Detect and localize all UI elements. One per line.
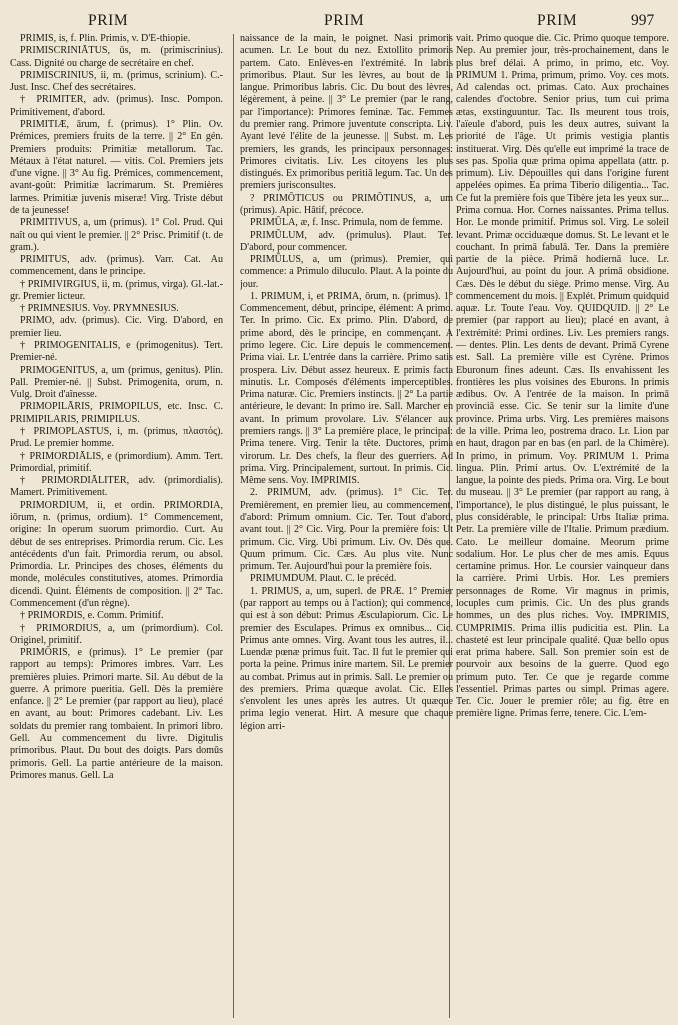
dictionary-entry: PRIMITUS, adv. (primus). Varr. Cat. Au commencement, dans le principe. [10, 254, 223, 278]
dictionary-entry: † PRIMIVIRGIUS, ii, m. (primus, virga). Gl.-lat.-gr. Premier licteur. [10, 278, 223, 302]
dictionary-entry: † PRIMNESIUS. Voy. PRYMNESIUS. [20, 303, 179, 315]
dictionary-entry: † PRIMOGENITALIS, e (primogenitus). Tert. Premier-né. [10, 340, 223, 364]
dictionary-entry: † PRIMOPLASTUS, i, m. (primus, πλαστός). Prud. Le premier homme. [10, 426, 223, 450]
running-head-center: PRIM [324, 12, 365, 29]
dictionary-entry: PRIMŌRIS, e (primus). 1° Le premier (par rapport au temps): Primores imbres. Varr. Les premières pluies. Primori marte. Sil. Au début de la guerre. A primore pueritia. Gell. Dès la première enfance. || 2° Le premier (par rapport au lieu), placé en avant, au bout: Primores cadebant. Liv. Les soldats du premier rang tombaient. In primori libro. Gell. Au commencement du livre. Digitulis primoribus. Plaut. Du bout des doigts. Pars domūs primoris. Gell. La partie antérieure de la maison. Primores manus. Gell. La [10, 647, 223, 781]
dictionary-entry: PRIMŪLUM, adv. (primulus). Plaut. Ter. D'abord, pour commencer. [240, 229, 453, 253]
dictionary-entry: PRIMORDIUM, ii, et ordin. PRIMORDIA, iōrum, n. (primus, ordium). 1° Commencement, origine: In operum suorum primordio. Curt. Au début de ses entreprises. Primordia rerum. Cic. Les antécédents d'un fait. Primordia rerum, ou absol. Primordia. Lr. Principes des choses, éléments du monde, molécules constitutives, atomes. Primordia dicendi. Quint. Éléments de composition. || 2° Tac. Commencement (d'un règne). [10, 499, 223, 609]
dictionary-entry: PRIMŪLA, æ, f. Insc. Primula, nom de femme. [250, 217, 443, 229]
dictionary-entry: PRIMISCRINIUS, ii, m. (primus, scrinium). C.-Just. Insc. Chef des secrétaires. [10, 69, 223, 94]
dictionary-entry: PRIMITIVUS, a, um (primus). 1° Col. Prud. Qui naît ou qui vient le premier. || 2° Prisc. Primitif (t. de gram.). [10, 217, 223, 253]
dictionary-entry: † PRIMORDIĀLIS, e (primordium). Amm. Tert. Primordial, primitif. [10, 450, 223, 474]
text-column-3 [456, 33, 669, 1021]
dictionary-entry: ? PRIMŌTICUS ou PRIMŌTINUS, a, um (primus). Apic. Hâtif, précoce. [240, 192, 453, 216]
dictionary-entry: 1. PRIMUM, i, et PRIMA, ōrum, n. (primus). 1° Commencement, début, principe, élément: A primo. Ter. In primo. Cic. Ex primo. Plin. D'abord, de prime abord, dès le principe, en commençant. A primo legere. Cic. Lire depuis le commencement. Prima viai. Lr. L'entrée dans la carrière. Primo satis prospera. Liv. Début assez heureux. E primis facta minutis. Lr. Composés d'éléments imperceptibles. Prima naturæ. Cic. Premiers instincts. || 2° La partie antérieure, le devant: In primo ire. Sall. Marcher en avant. In primum provolare. Liv. S'élancer aux premiers rangs. || 3° La première place, le principal: Prima tenere. Virg. Tenir la tête. Ductores, prima virorum. Lr. Des chefs, la fleur des guerriers. Ad prima. Virg. Principalement, surtout. In primis. Cic. Même sens. Voy. IMPRIMIS. [240, 290, 453, 487]
dictionary-entry: vait. Primo quoque die. Cic. Primo quoque tempore. Nep. Au premier jour, très-prochainement, dans le plus bref délai. A primo, in primo, etc. Voy. PRIMUM 1. Prima, primum, primo. Voy. ces mots. Ad calendas oct. primas. Cato. Aux prochaines calendes d'octobre. Senior prius, tum cui prima ætas, exstinguuntur. Tac. Ils meurent tous trois, l'aïeule d'abord, puis les deux autres, suivant la priorité de l'âge. Ut primis vestigia plantis instituerat. Virg. Dès qu'elle eut imprimé la trace de ses pas. Spolia quæ prima opima appellata (attr. p. primum). Liv. Dépouilles qui dans l'origine furent appelées opimes. Ea prima Tiberio diligentia... Tac. Ce fut la première fois que Tibère jeta les yeux sur... Prima cornua. Hor. Cornes naissantes. Prima tellus. Hor. Le monde primitif. Primus sol. Virg. Le soleil levant. Primæ occiduæque domus. St. Le levant et le couchant. In primā fabulā. Ter. Dans la première partie de la pièce. Primā hodiernā luce. Lr. Aujourd'hui, au point du jour. A primā obsidione. Cæs. Dès le début du siège. Primo mense. Virg. Au commencement du mois. || Explét. Primum quidquid aquæ. Lr. Toute l'eau. Voy. QUIDQUID. || 2° Le premier (par rapport au lieu); placé en avant, à l'extrémité: Primi ordines. Liv. Les premiers rangs. — dentes. Plin. Les dents de devant. Primā Cyrene est. Sall. La première ville est Cyrène. Primos Eburonum fines adeunt. Cæs. Ils envahissent les frontières les plus voisines des Eburons. In primis ædibus. Ov. A l'entrée de la maison. In primā provinciā esse. Cic. Se tenir sur la limite d'une province. Prima urbs. Virg. Les premières maisons de la ville. Prima leo, postrema draco. Lr. Lion par en haut, dragon par en bas (en parl. de la Chimère). In primo, in primum. Voy. PRIMUM 1. Prima lingua. Plin. Primi artus. Ov. L'extrémité de la langue, la pointe des pieds. Prima ora. Virg. Le bout du museau. || 3° Le premier (par rapport au rang, à l'importance), le plus distingué, le plus puissant, le plus considérable, le principal: Urbs Italiæ prima. Petr. La première ville de l'Italie. Primum prædium. Cato. Le meilleur domaine. Meorum prime sodalium. Hor. Le plus cher de mes amis. Equus certamine primus. Hor. Le coursier vainqueur dans la carrière. Primi Urbis. Hor. Les premiers personnages de Rome. Vir magnus in primis, locuples cum primis. Cic. Un des plus grands hommes, un des plus riches. Voy. IMPRIMIS, CUMPRIMIS. Prima illis pudicitia est. Plin. La chasteté est leur principale qualité. Quæ bello opus erat prima habere. Sall. Son premier soin est de pourvoir aux besoins de la guerre. Quod ego primum puto. Ter. Ce que je regarde comme l'essentiel. Primas partes ou simpl. Primas agere. Ter. Cic. Jouer le premier rôle; au fig. être en première ligne. Primas ferre, tenere. Cic. L'em- [456, 33, 669, 720]
dictionary-entry: PRIMOGENITUS, a, um (primus, genitus). Plin. Pall. Premier-né. || Subst. Primogenita, orum, n. Vulg. Droit d'aînesse. [10, 364, 223, 401]
dictionary-entry: PRIMŪLUS, a, um (primus). Premier, qui commence: a Primulo diluculo. Plaut. A la pointe du jour. [240, 254, 453, 290]
dictionary-entry: PRIMITIÆ, ārum, f. (primus). 1° Plin. Ov. Prémices, premiers fruits de la terre. || 2° En gén. Premiers produits: Primitiæ metallorum. Tac. Métaux à l'état naturel. — vitis. Col. Premiers jets d'une vigne. || 3° Au fig. Prémices, commencement, avant-goût: Primitiæ lacrimarum. St. Premières larmes. Primitiæ juvenis miseræ! Virg. Triste début de ta jeunesse! [10, 118, 223, 216]
running-head-left: PRIM [88, 12, 129, 29]
dictionary-entry: PRIMOPILĀRIS, PRIMOPILUS, etc. Insc. C. PRIMIPILARIS, PRIMIPILUS. [10, 401, 223, 425]
running-head-right: PRIM [537, 12, 578, 29]
dictionary-entry: 2. PRIMUM, adv. (primus). 1° Cic. Ter. Premièrement, en premier lieu, au commencement, d'abord: Primum omnium. Cic. Ter. Tout d'abord, avant tout. || 2° Cic. Virg. Pour la première fois: Ut primum. Cic. Virg. Ubi primum. Liv. Ov. Dès que. Quum primum. Cic. Cæs. Au plus vite. Nunc primum. Ter. Aujourd'hui pour la première fois. [240, 487, 453, 573]
dictionary-entry: † PRIMORDIS, e. Comm. Primitif. [20, 610, 164, 622]
dictionary-entry: † PRIMORDIUS, a, um (primordium). Col. Originel, primitif. [10, 622, 223, 646]
page-header [0, 0, 678, 34]
dictionary-entry: PRIMUMDUM. Plaut. C. le précéd. [250, 573, 397, 585]
dictionary-entry: naissance de la main, le poignet. Nasi primoris acumen. Lr. Le bout du nez. Extollito primoris partem. Cato. Enlèves-en l'extrémité. In labris primoribus. Plaut. Sur les lèvres, au bout de la langue. Primoribus labris. Cic. Du bout des lèvres, légèrement, à peine. || 3° Le premier (par le rang, par l'importance): Primores feminæ. Tac. Femmes du premier rang. Primore juventute conscripta. Liv. Ayant levé l'élite de la jeunesse. || Subst. m. Les premiers, les grands, les principaux personnages: Primores civitatis. Liv. Les citoyens les plus distingués. Ex primoribus peritiā legum. Tac. Un des premiers jurisconsultes. [240, 33, 453, 192]
text-column-1 [10, 33, 223, 1021]
column-divider [233, 34, 234, 1018]
dictionary-entry: PRIMIS, is, f. Plin. Primis, v. D'É-thiopie. [20, 33, 191, 44]
dictionary-entry: † PRIMORDIĀLITER, adv. (primordialis). Mamert. Primitivement. [10, 475, 223, 499]
dictionary-entry: PRIMO, adv. (primus). Cic. Virg. D'abord, en premier lieu. [10, 315, 223, 339]
page-number: 997 [631, 12, 655, 29]
dictionary-entry: † PRIMITER, adv. (primus). Insc. Pompon. Primitivement, d'abord. [10, 94, 223, 118]
text-column-2 [240, 33, 453, 1021]
dictionary-entry: 1. PRIMUS, a, um, superl. de PRÆ. 1° Premier (par rapport au temps ou à l'action); qui commence, qui est à son début: Primus Æsculapiorum. Cic. Le premier des Esculapes. Primus ex omnibus... Cic. Primus ante omnes. Virg. Avant tous les autres, il... Luendæ pœnæ primus fuit. Tac. Il fut le premier qui porta la peine. Primus inire martem. Sil. Le premier au combat. Primus aut in primis. Sall. Le premier ou des premiers. Prima quæque avolat. Cic. Elles s'envolent les unes après les autres. Ut quæque prima legio venerat. Hirt. A mesure que chaque légion arri- [240, 585, 453, 732]
dictionary-entry: PRIMISCRINIĀTUS, ūs, m. (primiscrinius). Cass. Dignité ou charge de secrétaire en chef. [10, 45, 223, 69]
